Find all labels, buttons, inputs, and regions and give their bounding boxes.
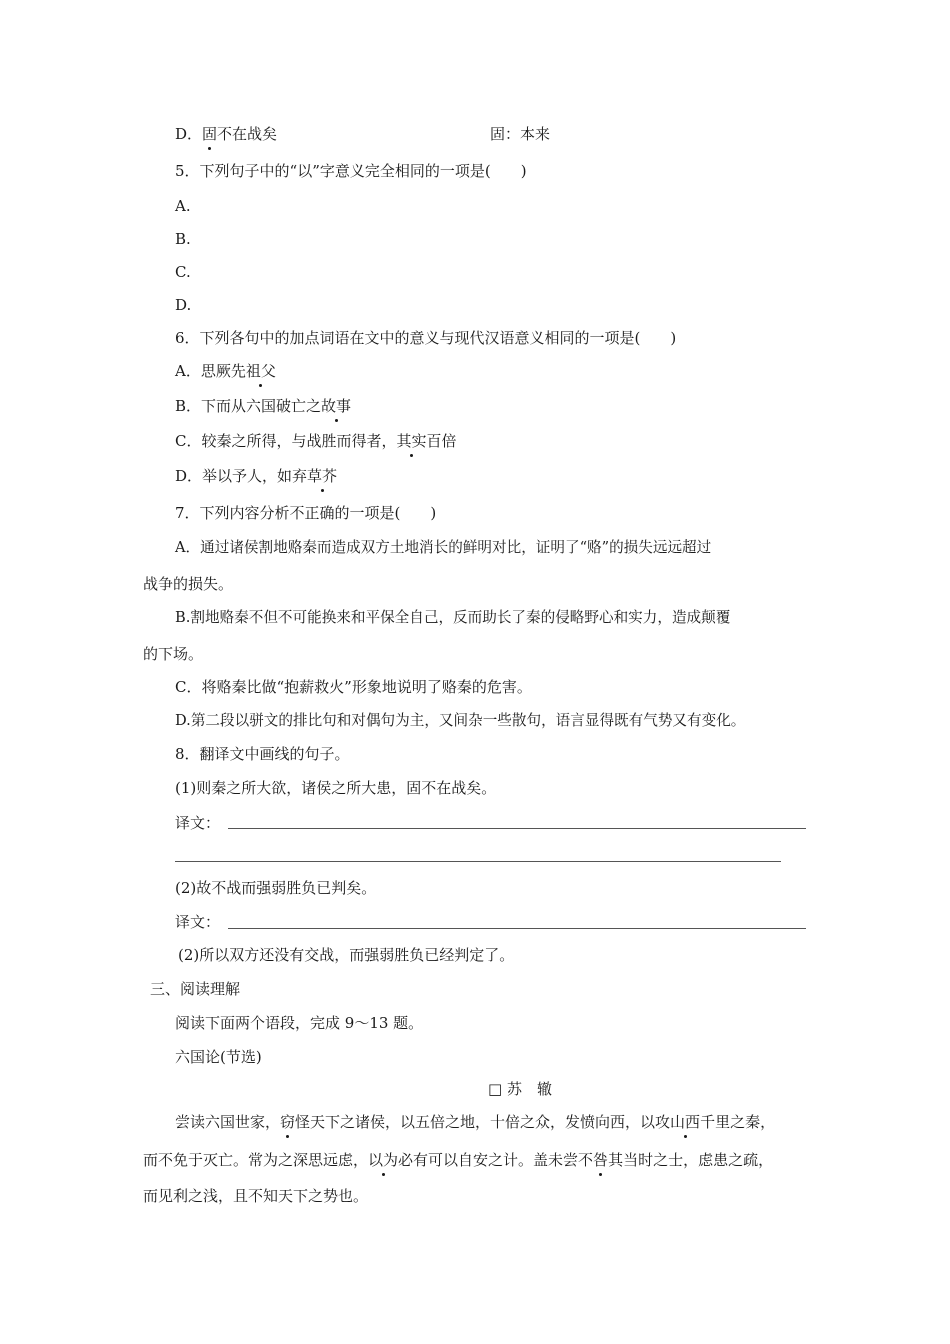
q7-stem: 7．下列内容分析不正确的一项是( )	[175, 504, 437, 522]
passage-author: □ 苏 辙	[488, 1080, 552, 1098]
q8-translation-label-1: 译文：	[175, 814, 221, 832]
section-heading: 三、阅读理解	[150, 980, 241, 998]
passage-line-1	[175, 1112, 775, 1132]
q6-stem: 6．下列各句中的加点词语在文中的意义与现代汉语意义相同的一项是( )	[175, 329, 677, 347]
option-text: C．较秦之所得，与战胜而得者，	[175, 432, 397, 450]
q6-option-d	[175, 466, 337, 486]
q6-option-a	[175, 361, 276, 381]
dotted-word: 咎	[593, 1151, 609, 1169]
dotted-word: 固	[202, 125, 218, 143]
dotted-word: 其实	[396, 432, 427, 450]
q5-option-b: B.	[175, 230, 191, 248]
answer-line	[228, 928, 806, 929]
passage-text: 千里之秦，	[700, 1113, 776, 1131]
passage-text: 其当时之士，虑患之疏，	[608, 1151, 774, 1169]
dotted-word: 山西	[670, 1113, 701, 1131]
passage-text: 怪天下之诸侯，以五倍之地，十倍之众，发愤向西，以攻	[295, 1113, 671, 1131]
q6-option-c	[175, 431, 457, 451]
passage-title: 六国论(节选)	[175, 1048, 262, 1066]
option-text: A．思厥先	[175, 362, 246, 380]
dotted-word: 祖父	[245, 362, 276, 380]
q7-option-c: C．将赂秦比做“抱薪救火”形象地说明了赂秦的危害。	[175, 678, 532, 696]
passage-text: 而不免于灭亡。常为之深思远虑，	[143, 1151, 369, 1169]
dotted-word: 草芥	[307, 467, 338, 485]
q4-option-d	[175, 124, 277, 144]
passage-text: 尝读六国世家，	[175, 1113, 281, 1131]
answer-line	[175, 861, 781, 862]
passage-text: 必有可以自安之计。盖未尝不	[398, 1151, 594, 1169]
reading-intro: 阅读下面两个语段，完成 9～13 题。	[175, 1014, 424, 1032]
q6-option-b	[175, 396, 351, 416]
q5-option-a: A.	[175, 197, 191, 215]
option-text: 百倍	[426, 432, 457, 450]
option-text: 不在战矣	[217, 125, 278, 143]
q7-option-b-line1: B.割地赂秦不但不可能换来和平保全自己，反而助长了秦的侵略野心和实力，造成颠覆	[175, 609, 731, 626]
option-text: B．下而从六国破亡之	[175, 397, 322, 415]
q8-sentence-1: (1)则秦之所大欲，诸侯之所大患，固不在战矣。	[175, 779, 497, 797]
dotted-word: 窃	[280, 1113, 296, 1131]
answer-line	[228, 828, 806, 829]
option-text: D．	[175, 125, 203, 143]
q5-stem: 5．下列句子中的“以”字意义完全相同的一项是( )	[175, 162, 527, 180]
q8-sentence-2: (2)故不战而强弱胜负已判矣。	[175, 879, 377, 897]
q7-option-b-line2: 的下场。	[143, 645, 204, 663]
q8-stem: 8．翻译文中画线的句子。	[175, 745, 350, 763]
q7-option-a-line1: A．通过诸侯割地赂秦而造成双方土地消长的鲜明对比，证明了“赂”的损失远远超过	[175, 539, 712, 556]
q7-option-a-line2: 战争的损失。	[143, 575, 234, 593]
q5-option-d: D.	[175, 296, 192, 314]
passage-line-3: 而见利之浅，且不知天下之势也。	[143, 1187, 369, 1205]
q4-option-d-note: 固：本来	[490, 125, 551, 143]
passage-line-2	[143, 1150, 773, 1170]
option-text: D．举以予人，如弃	[175, 467, 308, 485]
q8-translation-label-2: 译文：	[175, 913, 221, 931]
dotted-word: 故事	[321, 397, 352, 415]
q7-option-d: D.第二段以骈文的排比句和对偶句为主，又间杂一些散句，语言显得既有气势又有变化。	[175, 712, 746, 729]
dotted-word: 以为	[368, 1151, 399, 1169]
q8-answer-2: (2)所以双方还没有交战，而强弱胜负已经判定了。	[178, 946, 515, 964]
q5-option-c: C.	[175, 263, 191, 281]
